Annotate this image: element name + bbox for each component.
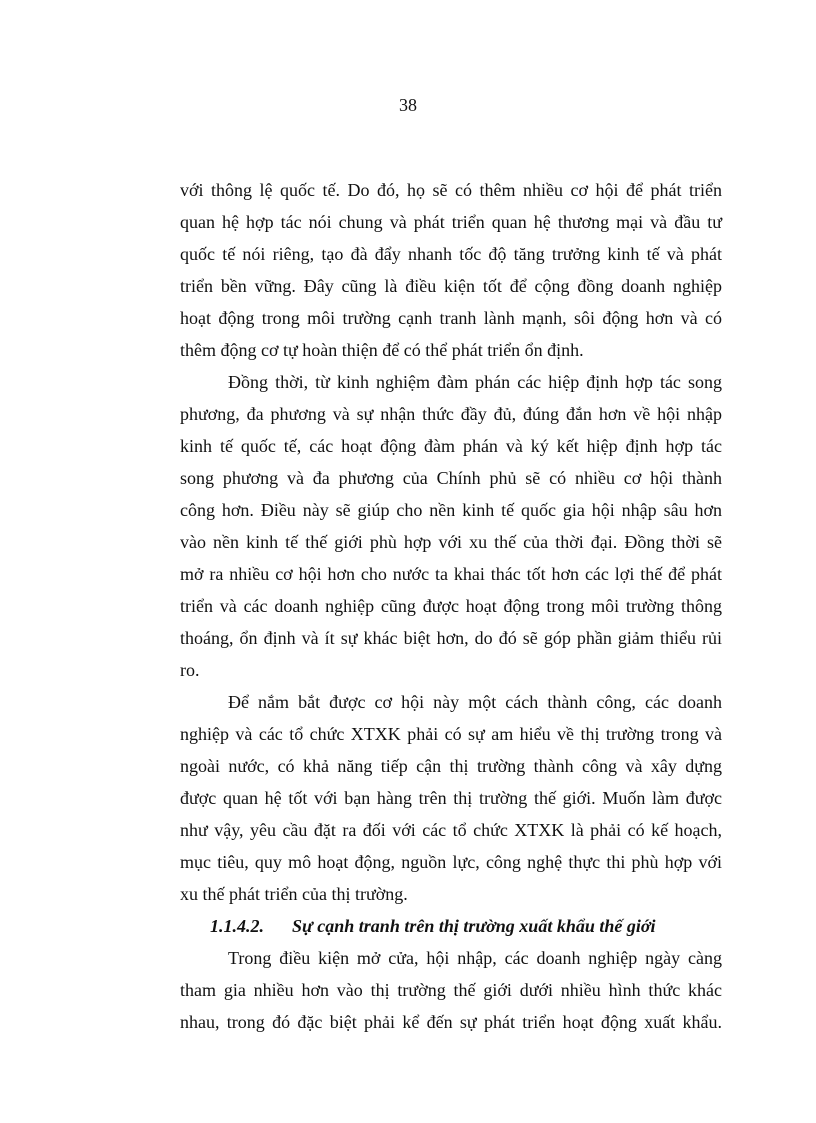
text-line: triển và các doanh nghiệp cũng được hoạt động trong môi trường thông (180, 596, 722, 616)
text-line: ngoài nước, có khả năng tiếp cận thị trường thành công và xây dựng (180, 756, 722, 776)
text-line: công hơn. Điều này sẽ giúp cho nền kinh tế quốc gia hội nhập sâu hơn (180, 500, 722, 520)
text-line: Đồng thời, từ kinh nghiệm đàm phán các hiệp định hợp tác song (228, 372, 722, 392)
text-line: mở ra nhiều cơ hội hơn cho nước ta khai thác tốt hơn các lợi thế để phát (180, 564, 722, 584)
text-line: vào nền kinh tế thế giới phù hợp với xu thế của thời đại. Đồng thời sẽ (180, 532, 722, 552)
text-line: thoáng, ổn định và ít sự khác biệt hơn, do đó sẽ góp phần giảm thiểu rủi (180, 628, 722, 648)
text-line: kinh tế quốc tế, các hoạt động đàm phán và ký kết hiệp định hợp tác (180, 436, 722, 456)
text-line: phương, đa phương và sự nhận thức đầy đủ, đúng đắn hơn về hội nhập (180, 404, 722, 424)
text-line: hoạt động trong môi trường cạnh tranh lành mạnh, sôi động hơn và có (180, 308, 722, 328)
section-number: 1.1.4.2. (210, 916, 264, 936)
paragraph-block-1 (180, 174, 722, 910)
section-title: Sự cạnh tranh trên thị trường xuất khẩu thế giới (292, 916, 656, 936)
text-line: song phương và đa phương của Chính phủ sẽ có nhiều cơ hội thành (180, 468, 722, 488)
text-line: tham gia nhiều hơn vào thị trường thế giới dưới nhiều hình thức khác (180, 980, 722, 1000)
text-line: được quan hệ tốt với bạn hàng trên thị trường thế giới. Muốn làm được (180, 788, 722, 808)
body-text (180, 174, 722, 1038)
text-line: như vậy, yêu cầu đặt ra đối với các tổ chức XTXK là phải có kế hoạch, (180, 820, 722, 840)
text-line: Trong điều kiện mở cửa, hội nhập, các doanh nghiệp ngày càng (228, 948, 722, 968)
text-line: với thông lệ quốc tế. Do đó, họ sẽ có thêm nhiều cơ hội để phát triển (180, 180, 722, 200)
text-line: xu thế phát triển của thị trường. (180, 884, 408, 904)
text-line: nghiệp và các tổ chức XTXK phải có sự am hiểu về thị trường trong và (180, 724, 722, 744)
text-line: mục tiêu, quy mô hoạt động, nguồn lực, công nghệ thực thi phù hợp với (180, 852, 722, 872)
section-heading (180, 910, 722, 942)
text-line: quốc tế nói riêng, tạo đà đẩy nhanh tốc độ tăng trưởng kinh tế và phát (180, 244, 722, 264)
text-line: ro. (180, 660, 200, 680)
text-line: triển bền vững. Đây cũng là điều kiện tốt để cộng đồng doanh nghiệp (180, 276, 722, 296)
page-number: 38 (399, 95, 417, 115)
text-line: nhau, trong đó đặc biệt phải kể đến sự phát triển hoạt động xuất khẩu. (180, 1012, 722, 1032)
text-line: Để nắm bắt được cơ hội này một cách thành công, các doanh (228, 692, 722, 712)
text-line: thêm động cơ tự hoàn thiện để có thể phát triển ổn định. (180, 340, 584, 360)
text-line: quan hệ hợp tác nói chung và phát triển quan hệ thương mại và đầu tư (180, 212, 722, 232)
paragraph-block-2 (180, 942, 722, 1038)
